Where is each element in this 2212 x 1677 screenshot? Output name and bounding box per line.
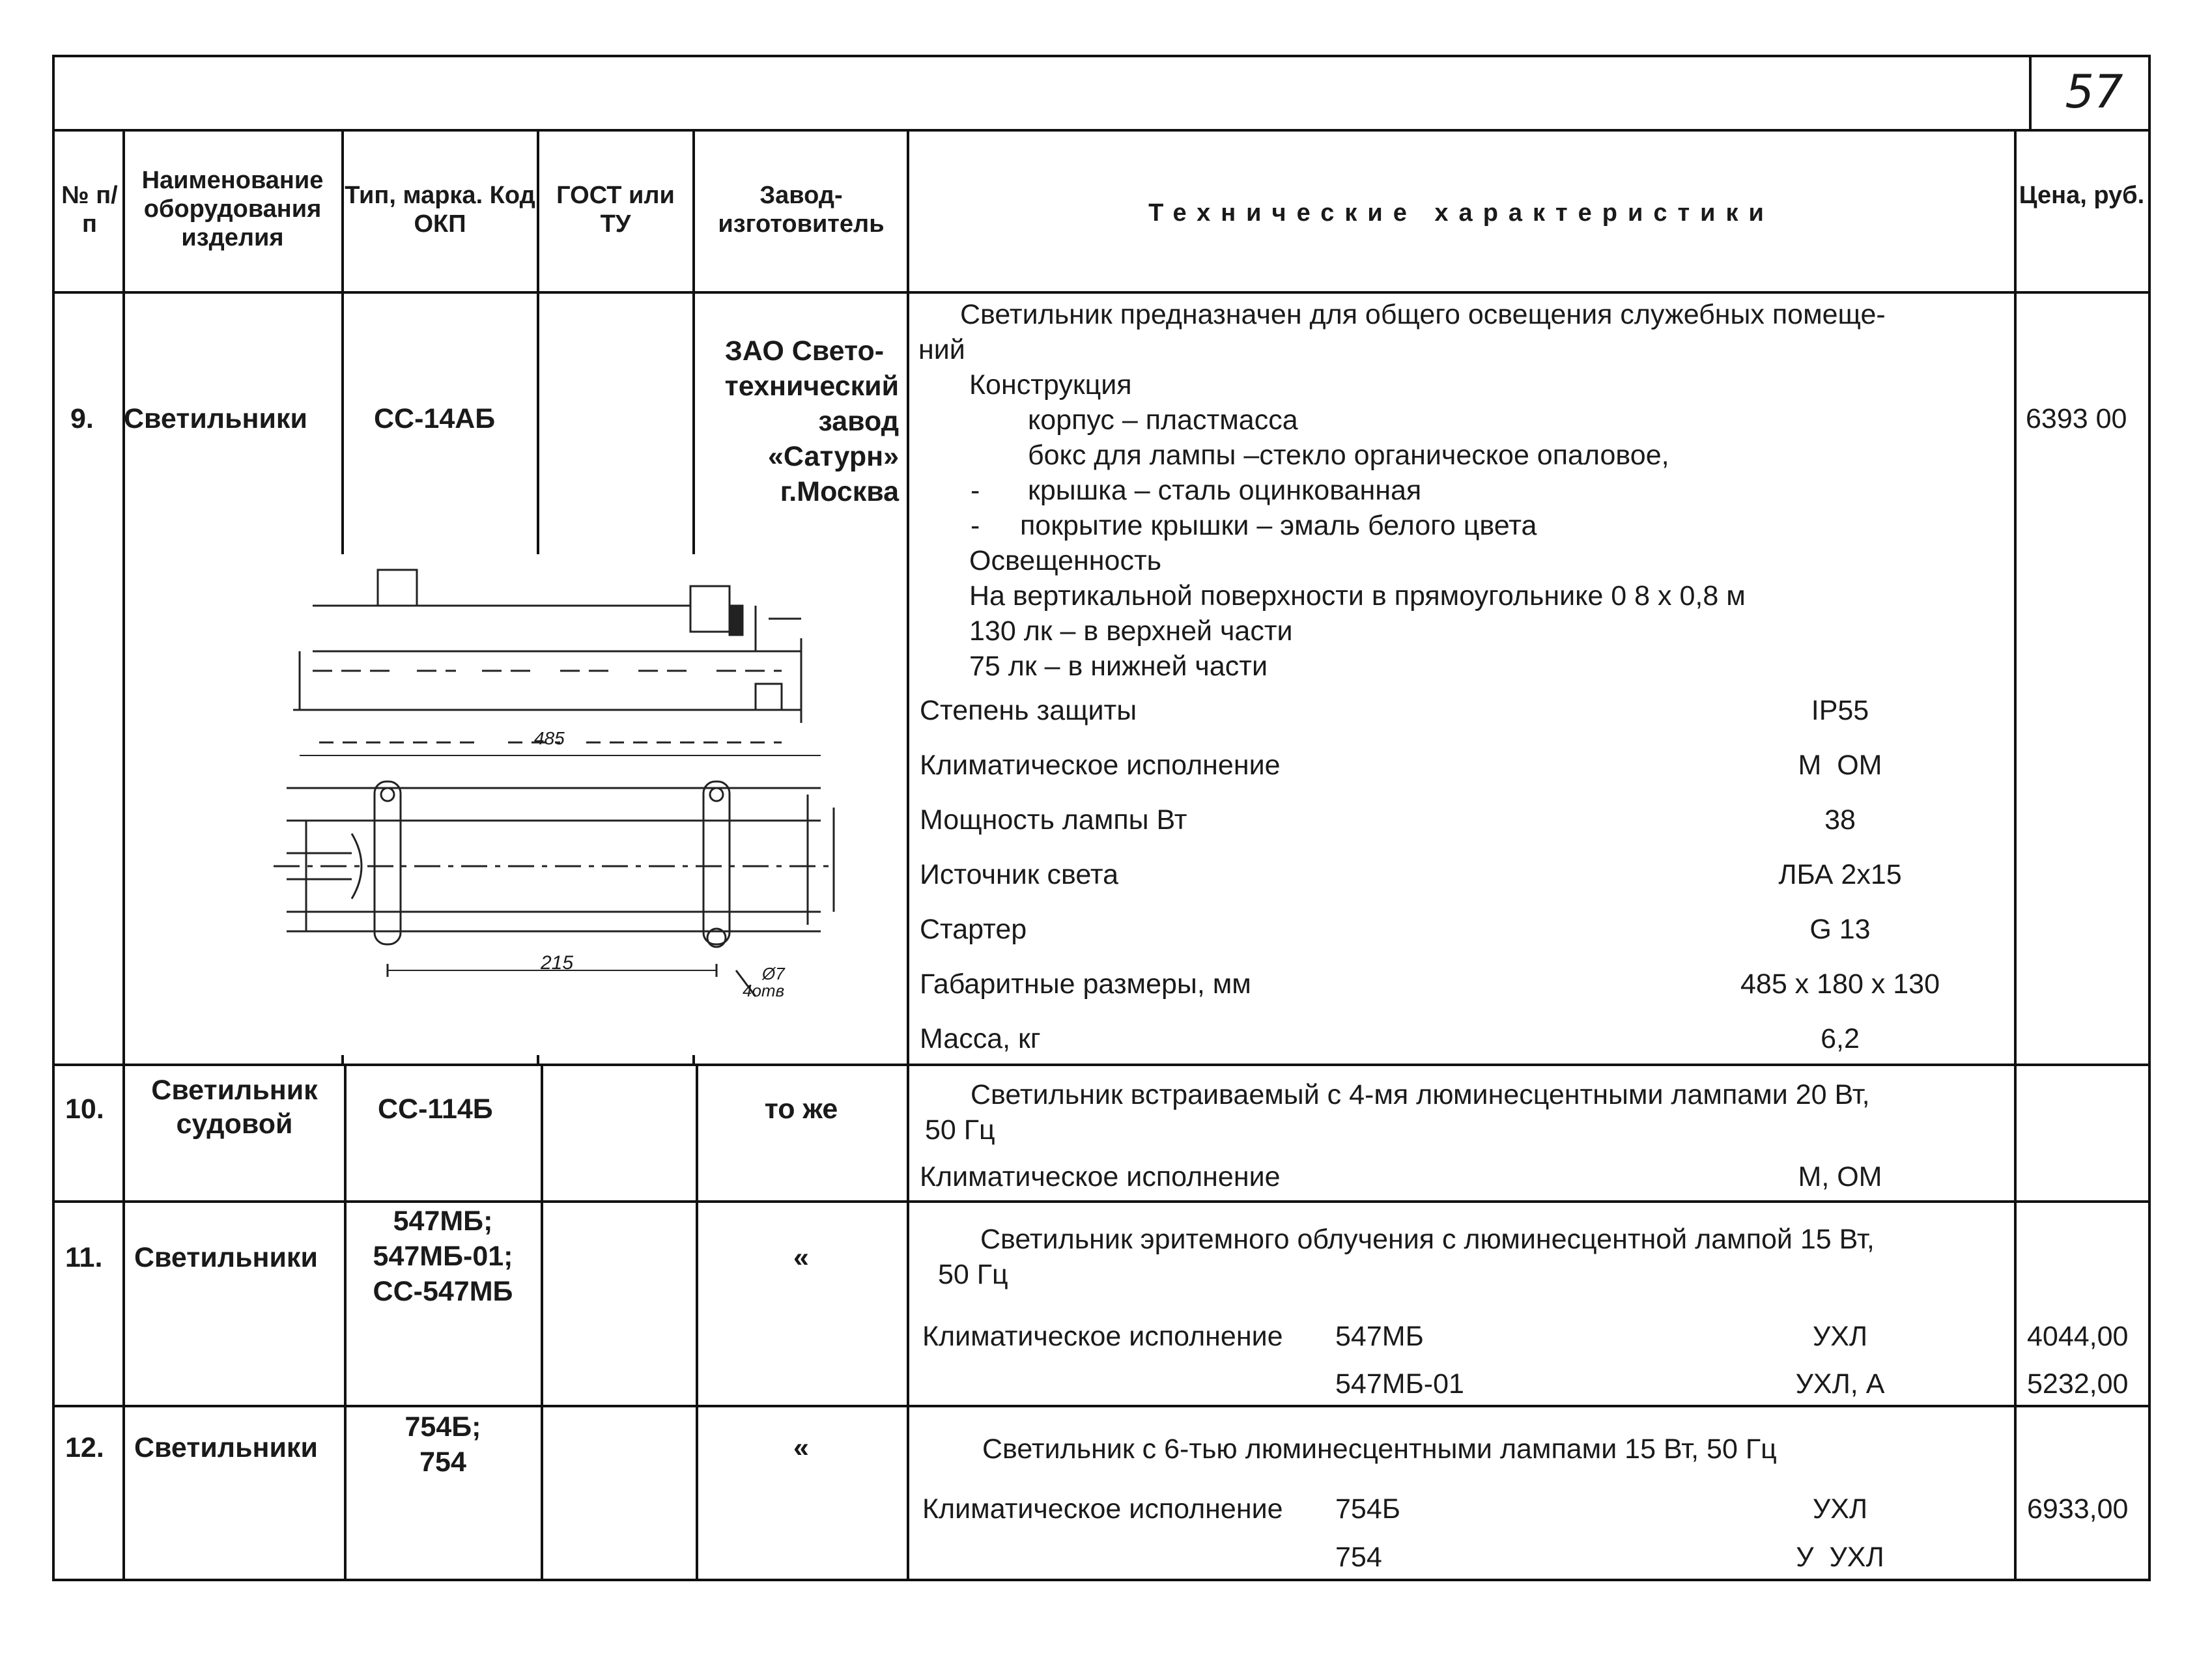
- row-plant-line-3: завод: [818, 406, 899, 437]
- row-name: Светильники: [124, 403, 307, 434]
- variant-climate: УХЛ, А: [1795, 1368, 1885, 1400]
- desc-line: крышка – сталь оцинкованная: [1028, 475, 1422, 506]
- variant-model: 754Б: [1335, 1493, 1400, 1525]
- desc-line: Светильник с 6-тью люминесцентными лампами 15 Вт, 50 Гц: [982, 1433, 1777, 1465]
- desc-line: Светильник предназначен для общего освещения служебных помеще-: [960, 299, 1886, 330]
- header-plant: Завод-изготовитель: [718, 182, 885, 238]
- header-gost: ГОСТ или ТУ: [556, 182, 675, 238]
- header-num: № п/п: [61, 182, 118, 238]
- header-type: Тип, марка. Код ОКП: [345, 182, 535, 238]
- spec-label: Масса, кг: [920, 1023, 1041, 1054]
- variant-climate: УХЛ: [1812, 1321, 1868, 1352]
- variant-price: 4044,00: [2027, 1321, 2129, 1352]
- desc-line: ний: [918, 334, 965, 365]
- spec-label: Габаритные размеры, мм: [920, 968, 1251, 1000]
- desc-line: 50 Гц: [938, 1259, 1008, 1290]
- header-name: Наименование оборудования изделия: [141, 167, 324, 251]
- row-type-line-2: 547МБ-01;: [373, 1241, 513, 1272]
- spec-value: IP55: [1811, 695, 1869, 726]
- row-name: Светильники: [134, 1242, 318, 1273]
- spec-value: 485 х 180 х 130: [1740, 968, 1940, 1000]
- row-type-line-2: 754: [419, 1446, 466, 1478]
- desc-line: Конструкция: [969, 369, 1132, 401]
- spec-label: Мощность лампы Вт: [920, 804, 1187, 836]
- drawing-dimension-mid: 215: [541, 952, 574, 974]
- spec-value: М, ОМ: [1798, 1161, 1882, 1192]
- variant-model: 547МБ: [1335, 1321, 1424, 1352]
- variant-model: 754: [1335, 1542, 1382, 1573]
- row-plant: то же: [764, 1093, 838, 1125]
- header-tech: Технические характеристики: [1148, 199, 1774, 227]
- desc-line: 130 лк – в верхней части: [969, 615, 1293, 647]
- row-type: СС-14АБ: [374, 403, 496, 434]
- desc-line: 50 Гц: [925, 1114, 995, 1146]
- spec-label: Климатическое исполнение: [922, 1493, 1283, 1525]
- row-type-line-3: СС-547МБ: [373, 1276, 513, 1307]
- row-num: 10.: [65, 1093, 104, 1125]
- row-plant-line-4: «Сатурн»: [767, 441, 899, 472]
- variant-price: 6933,00: [2027, 1493, 2129, 1525]
- row-type-line-1: 547МБ;: [393, 1205, 493, 1237]
- desc-dash: -: [971, 475, 980, 506]
- spec-label: Климатическое исполнение: [920, 750, 1281, 781]
- drawing-dimension-length: 485: [534, 728, 565, 748]
- desc-dash: -: [971, 510, 980, 541]
- variant-climate: УХЛ: [1812, 1493, 1868, 1525]
- spec-label: Степень защиты: [920, 695, 1137, 726]
- spec-label: Климатическое исполнение: [922, 1321, 1283, 1352]
- desc-line: Светильник встраиваемый с 4-мя люминесцентными лампами 20 Вт,: [971, 1079, 1870, 1110]
- technical-drawing: [261, 547, 879, 1055]
- spec-value: М ОМ: [1798, 750, 1882, 781]
- desc-line: корпус – пластмасса: [1028, 404, 1298, 436]
- row-plant: «: [793, 1432, 809, 1463]
- spec-value: 6,2: [1821, 1023, 1860, 1054]
- row-plant: «: [793, 1242, 809, 1273]
- row-num: 11.: [65, 1242, 103, 1273]
- drawing-hole-count: 4отв: [743, 981, 785, 1000]
- desc-line: бокс для лампы –стекло органическое опаловое,: [1028, 440, 1669, 471]
- row-type: СС-114Б: [378, 1093, 493, 1125]
- row-num: 9.: [70, 403, 94, 434]
- spec-value: ЛБА 2х15: [1778, 859, 1902, 890]
- row-plant-line-5: г.Москва: [780, 476, 899, 507]
- row-plant-line-1: ЗАО Свето-: [724, 335, 885, 367]
- row-price: 6393 00: [2026, 403, 2127, 434]
- desc-line: На вертикальной поверхности в прямоугольнике 0 8 х 0,8 м: [969, 580, 1746, 612]
- header-price: Цена, руб.: [2019, 182, 2145, 209]
- row-name: Светильники: [134, 1432, 318, 1463]
- drawing-hole-diameter: Ø7: [762, 964, 785, 983]
- spec-label: Стартер: [920, 914, 1027, 945]
- spec-value: 38: [1824, 804, 1856, 836]
- desc-line: Светильник эритемного облучения с люминесцентной лампой 15 Вт,: [980, 1224, 1875, 1255]
- row-plant-line-2: технический: [724, 371, 899, 402]
- desc-line: Освещенность: [969, 545, 1162, 576]
- desc-line: 75 лк – в нижней части: [969, 651, 1268, 682]
- row-type-line-1: 754Б;: [404, 1411, 481, 1443]
- row-name: Светильник судовой: [151, 1075, 318, 1140]
- page-number: 57: [2065, 65, 2123, 119]
- variant-price: 5232,00: [2027, 1368, 2129, 1400]
- row-num: 12.: [65, 1432, 104, 1463]
- spec-label: Климатическое исполнение: [920, 1161, 1281, 1192]
- desc-line: покрытие крышки – эмаль белого цвета: [1020, 510, 1537, 541]
- spec-value: G 13: [1809, 914, 1871, 945]
- variant-model: 547МБ-01: [1335, 1368, 1464, 1400]
- spec-label: Источник света: [920, 859, 1118, 890]
- variant-climate: У УХЛ: [1796, 1542, 1884, 1573]
